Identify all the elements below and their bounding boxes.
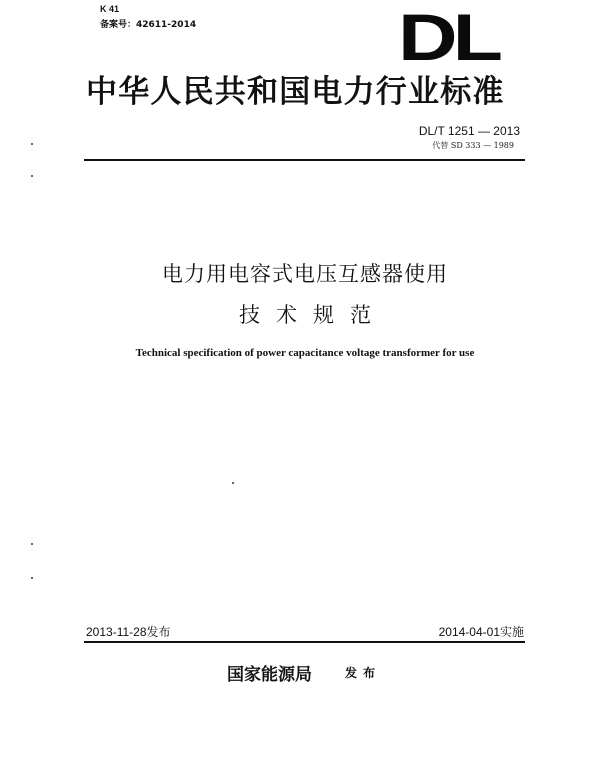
scan-speck [31,143,33,145]
scan-speck [31,577,33,579]
classification-code: K 41 [100,4,120,14]
header-divider [84,159,525,161]
record-number: 备案号：42611-2014 [100,20,197,30]
issuing-authority: 国家能源局 [227,665,312,685]
standard-number: DL/T 1251 — 2013 [418,124,520,138]
document-title-line2: 技术规范 [239,303,387,327]
authority-title: 中华人民共和国电力行业标准 [86,74,505,110]
issuer-suffix: 发布 [345,666,382,680]
issue-date: 2013-11-28发布 [86,625,171,639]
replaces-standard: 代替 SD 333 — 1989 [432,141,514,150]
dl-logo: DL [398,0,498,74]
document-title-english: Technical specification of power capacitance voltage transformer for use [135,347,475,359]
implementation-date: 2014-04-01实施 [438,625,524,639]
scan-speck [31,543,33,545]
scan-speck [232,482,234,484]
scan-speck [31,175,33,177]
document-title-line1: 电力用电容式电压互感器使用 [162,262,448,286]
footer-divider [84,641,525,643]
